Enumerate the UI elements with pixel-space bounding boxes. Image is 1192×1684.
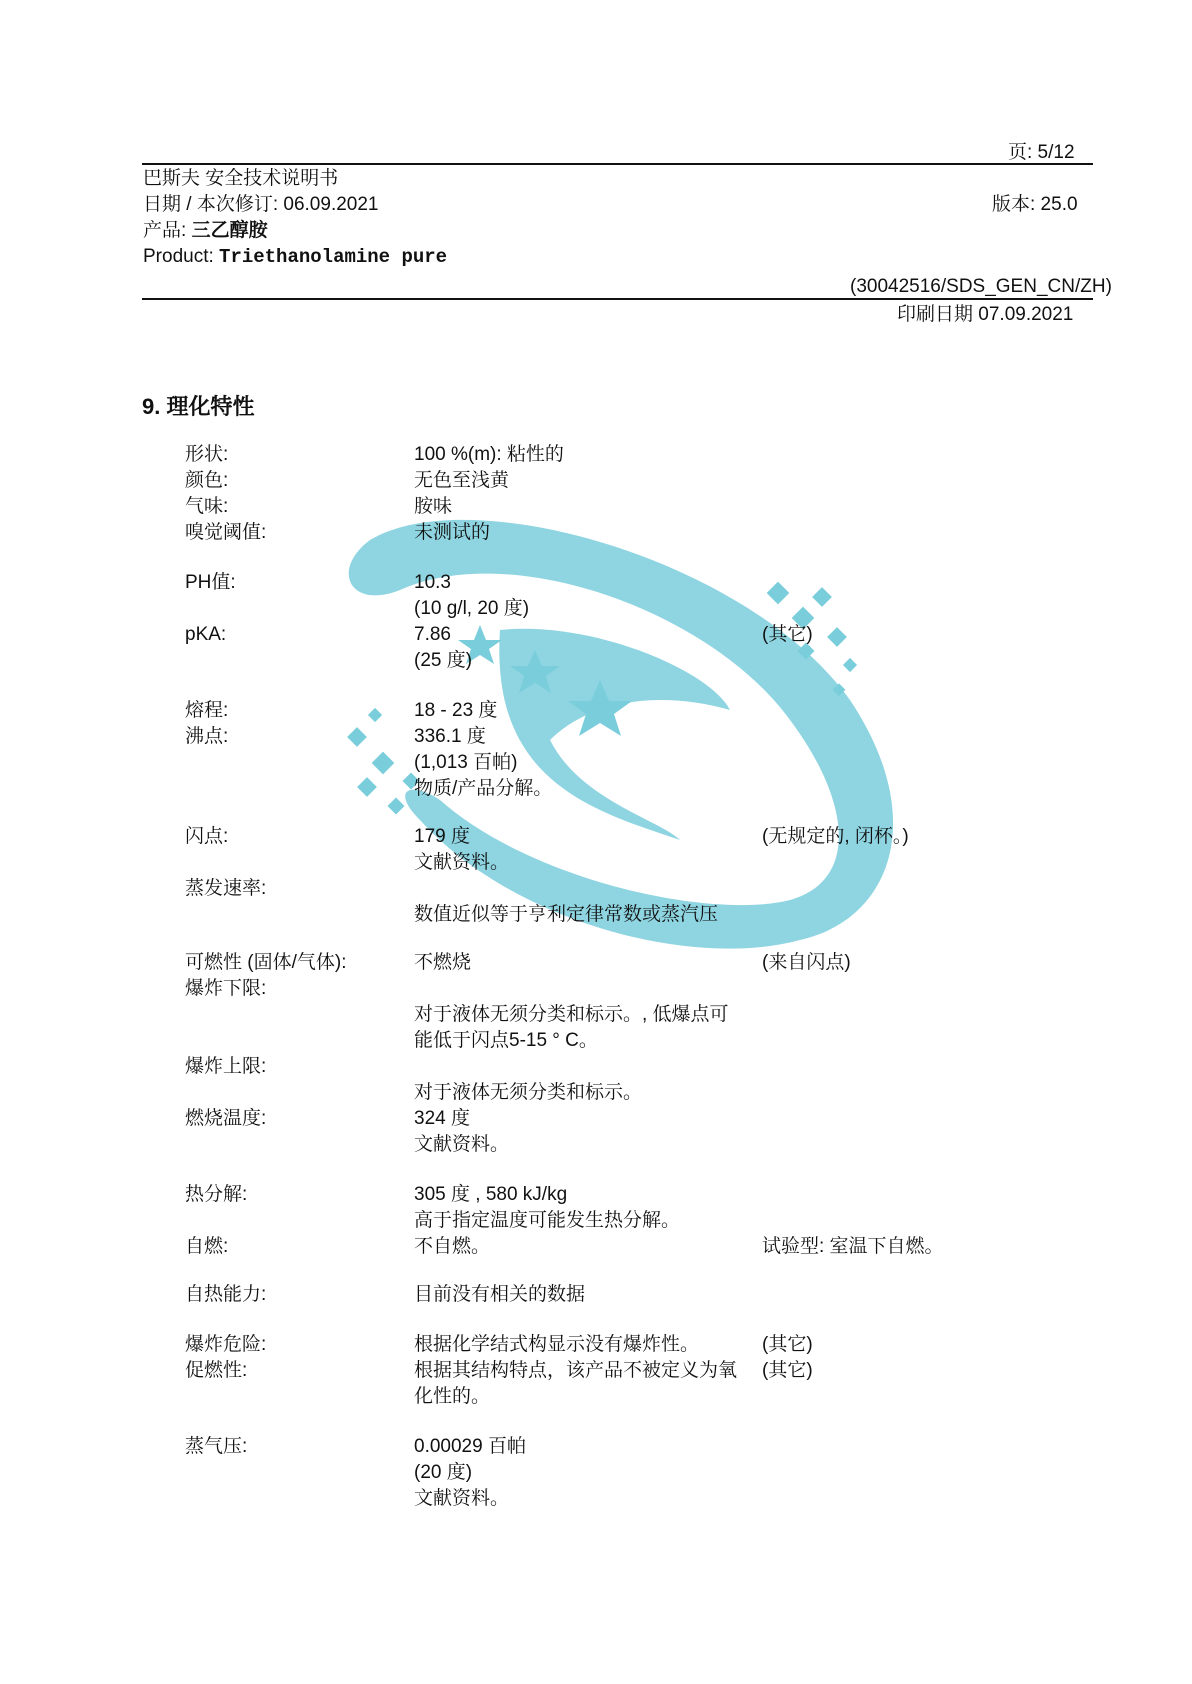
- flammability-label: 可燃性 (固体/气体):: [185, 952, 347, 973]
- vapor-pressure-value: 0.00029 百帕: [414, 1436, 526, 1457]
- self-heating-value: 目前没有相关的数据: [414, 1284, 586, 1305]
- self-heating-label: 自热能力:: [185, 1284, 267, 1305]
- color-label: 颜色:: [185, 470, 229, 491]
- ph-value: 10.3: [414, 572, 451, 593]
- explosion-hazard-note: (其它): [762, 1334, 813, 1355]
- color-value: 无色至浅黄: [414, 470, 510, 491]
- product-cn-name: 三乙醇胺: [191, 220, 268, 241]
- odor-value: 胺味: [414, 496, 453, 517]
- pka-value: 7.86: [414, 624, 451, 645]
- odor-threshold-value: 未测试的: [414, 522, 491, 543]
- pka-note: (其它): [762, 624, 813, 645]
- pka-condition: (25 度): [414, 650, 473, 671]
- ph-condition: (10 g/l, 20 度): [414, 598, 530, 619]
- version: 版本: 25.0: [992, 194, 1078, 215]
- decomposition-value: 305 度 , 580 kJ/kg: [414, 1184, 568, 1205]
- shape-label: 形状:: [185, 444, 229, 465]
- flash-label: 闪点:: [185, 826, 229, 847]
- flammability-note: (来自闪点): [762, 952, 851, 973]
- print-date: 印刷日期 07.09.2021: [897, 304, 1074, 325]
- flammability-value: 不燃烧: [414, 952, 472, 973]
- document-code: (30042516/SDS_GEN_CN/ZH): [850, 276, 1112, 297]
- vapor-pressure-label: 蒸气压:: [185, 1436, 248, 1457]
- section-title: 9. 理化特性: [142, 394, 255, 419]
- header-bottom-rule: [142, 298, 1093, 300]
- oxidizing-label: 促燃性:: [185, 1360, 248, 1381]
- evaporation-label: 蒸发速率:: [185, 878, 267, 899]
- pka-label: pKA:: [185, 624, 227, 645]
- ignition-label: 燃烧温度:: [185, 1108, 267, 1129]
- boiling-note: 物质/产品分解。: [414, 778, 553, 799]
- boiling-label: 沸点:: [185, 726, 229, 747]
- page-number: 页: 5/12: [1008, 142, 1075, 163]
- flash-value: 179 度: [414, 826, 470, 847]
- self-ignition-value: 不自燃。: [414, 1236, 491, 1257]
- ph-label: PH值:: [185, 572, 236, 593]
- odor-threshold-label: 嗅觉阈值:: [185, 522, 267, 543]
- boiling-condition: (1,013 百帕): [414, 752, 518, 773]
- lel-value-line1: 对于液体无须分类和标示。, 低爆点可: [414, 1004, 729, 1025]
- lel-value-line2: 能低于闪点5-15 ° C。: [414, 1030, 598, 1051]
- oxidizing-value-line2: 化性的。: [414, 1386, 491, 1407]
- flash-note: (无规定的, 闭杯。): [762, 826, 909, 847]
- oxidizing-note: (其它): [762, 1360, 813, 1381]
- lel-label: 爆炸下限:: [185, 978, 267, 999]
- header-top-rule: [142, 163, 1093, 165]
- ignition-source: 文献资料。: [414, 1134, 510, 1155]
- self-ignition-note: 试验型: 室温下自燃。: [762, 1236, 944, 1257]
- self-ignition-label: 自燃:: [185, 1236, 229, 1257]
- product-cn-label: 产品:: [143, 220, 192, 241]
- vapor-pressure-condition: (20 度): [414, 1462, 473, 1483]
- explosion-hazard-label: 爆炸危险:: [185, 1334, 267, 1355]
- evaporation-value: 数值近似等于亨利定律常数或蒸汽压: [414, 904, 719, 925]
- product-en-name: Triethanolamine pure: [219, 246, 448, 268]
- ignition-value: 324 度: [414, 1108, 470, 1129]
- decomposition-note: 高于指定温度可能发生热分解。: [414, 1210, 681, 1231]
- melting-value: 18 - 23 度: [414, 700, 498, 721]
- uel-label: 爆炸上限:: [185, 1056, 267, 1077]
- oxidizing-value-line1: 根据其结构特点，该产品不被定义为氧: [414, 1360, 738, 1381]
- boiling-value: 336.1 度: [414, 726, 486, 747]
- product-en-label: Product:: [143, 246, 220, 267]
- melting-label: 熔程:: [185, 700, 229, 721]
- odor-label: 气味:: [185, 496, 229, 517]
- shape-value: 100 %(m): 粘性的: [414, 444, 564, 465]
- decomposition-label: 热分解:: [185, 1184, 248, 1205]
- document-title: 巴斯夫 安全技术说明书: [143, 168, 339, 189]
- explosion-hazard-value: 根据化学结式构显示没有爆炸性。: [414, 1334, 700, 1355]
- product-en: [143, 244, 447, 270]
- vapor-pressure-source: 文献资料。: [414, 1488, 510, 1509]
- uel-value: 对于液体无须分类和标示。: [414, 1082, 643, 1103]
- flash-source: 文献资料。: [414, 852, 510, 873]
- revision-date: 日期 / 本次修订: 06.09.2021: [143, 194, 379, 215]
- product-cn: [143, 218, 268, 244]
